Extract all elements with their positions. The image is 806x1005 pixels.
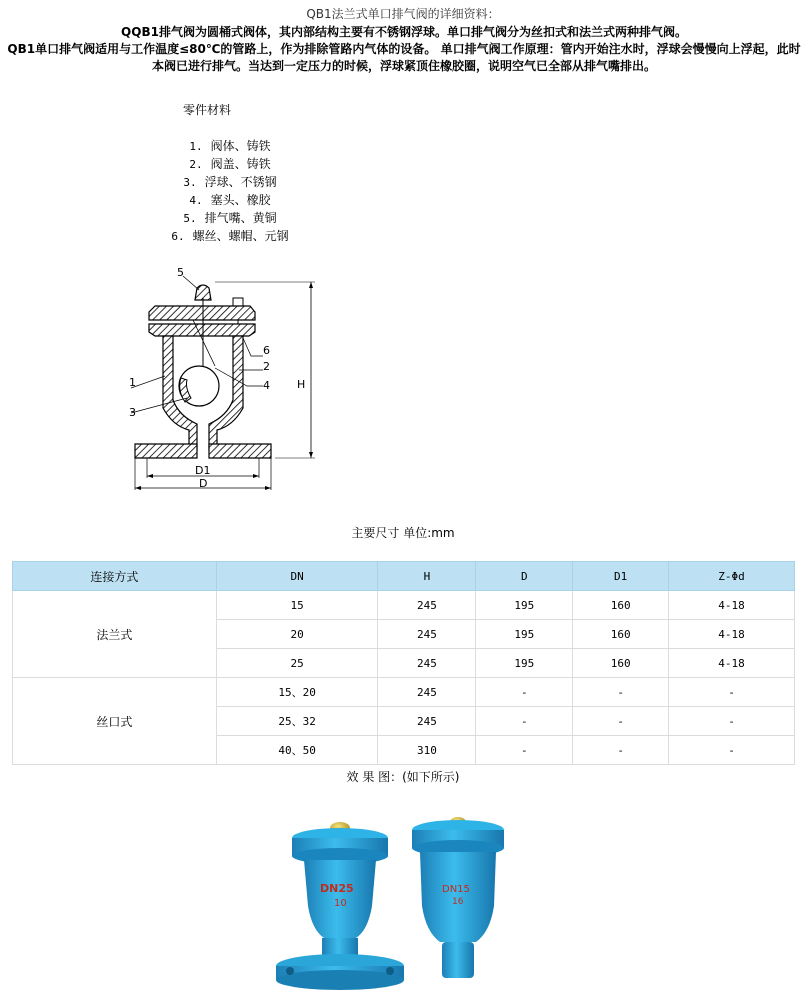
dims-header-row	[13, 562, 795, 591]
left-valve-label-dn: DN25	[320, 882, 354, 895]
intro-paragraph	[6, 24, 802, 75]
table-cell: -	[573, 678, 669, 707]
table-cell: 195	[476, 620, 573, 649]
table-cell: 25、32	[216, 707, 378, 736]
parts-item: 6. 螺丝、螺帽、元钢	[171, 229, 289, 243]
table-cell: -	[573, 707, 669, 736]
table-cell: 160	[573, 649, 669, 678]
table-cell: 15	[216, 591, 378, 620]
kind-cell: 丝口式	[13, 678, 217, 765]
table-cell: 310	[378, 736, 476, 765]
label-h: H	[297, 378, 306, 391]
table-row	[13, 678, 795, 707]
table-cell: -	[669, 707, 795, 736]
effect-title: 效 果 图：(如下所示)	[346, 770, 460, 784]
label-3: 3	[129, 406, 136, 419]
parts-title: 零件材料	[183, 103, 232, 117]
table-cell: -	[476, 736, 573, 765]
kind-cell: 法兰式	[13, 591, 217, 678]
label-d1: D1	[195, 464, 211, 477]
parts-item: 1. 阀体、铸铁	[189, 139, 271, 153]
table-cell: -	[669, 678, 795, 707]
table-cell: 160	[573, 620, 669, 649]
parts-item: 4. 塞头、橡胶	[189, 193, 271, 207]
intro-line-2: QB1单口排气阀适用与工作温度≤80℃的管路上，作为排除管路内气体的设备。 单口排气阀工作原理：管内开始注水时，浮球会慢慢向上浮起，此时	[7, 42, 801, 56]
table-cell: 25	[216, 649, 378, 678]
parts-list	[150, 137, 310, 245]
table-cell: 4-18	[669, 649, 795, 678]
label-5: 5	[177, 266, 184, 279]
table-cell: 20	[216, 620, 378, 649]
valve-product-photo	[268, 806, 538, 996]
table-cell: -	[476, 678, 573, 707]
table-cell: -	[573, 736, 669, 765]
table-cell: 195	[476, 649, 573, 678]
right-valve	[412, 817, 504, 978]
intro-line-3: 本阀已进行排气。当达到一定压力的时候，浮球紧顶住橡胶圈，说明空气已全部从排气嘴排出。	[151, 59, 656, 73]
left-valve	[276, 822, 404, 990]
label-d: D	[199, 477, 208, 490]
table-cell: 245	[378, 707, 476, 736]
table-cell: 195	[476, 591, 573, 620]
table-cell: 245	[378, 649, 476, 678]
left-valve-label-pn: 10	[334, 898, 347, 909]
table-cell: 4-18	[669, 591, 795, 620]
header-cell: DN	[216, 562, 378, 591]
parts-item: 2. 阀盖、铸铁	[189, 157, 271, 171]
header-cell: D1	[573, 562, 669, 591]
label-2: 2	[263, 360, 270, 373]
header-cell: 连接方式	[13, 562, 217, 591]
valve-section-drawing	[115, 258, 330, 498]
table-cell: 245	[378, 678, 476, 707]
label-6: 6	[263, 344, 270, 357]
table-cell: 160	[573, 591, 669, 620]
right-valve-label-pn: 16	[452, 897, 464, 907]
header-cell: H	[378, 562, 476, 591]
parts-item: 5. 排气嘴、黄铜	[183, 211, 277, 225]
table-cell: 40、50	[216, 736, 378, 765]
table-cell: 245	[378, 620, 476, 649]
table-row	[13, 591, 795, 620]
table-cell: 4-18	[669, 620, 795, 649]
dims-title: 主要尺寸 单位:mm	[351, 526, 455, 540]
label-1: 1	[129, 376, 136, 389]
header-cell: D	[476, 562, 573, 591]
table-cell: 15、20	[216, 678, 378, 707]
table-cell: -	[669, 736, 795, 765]
right-valve-label-dn: DN15	[442, 884, 470, 895]
table-cell: -	[476, 707, 573, 736]
label-4: 4	[263, 379, 270, 392]
dims-table	[12, 561, 795, 765]
parts-item: 3. 浮球、不锈钢	[183, 175, 277, 189]
table-cell: 245	[378, 591, 476, 620]
intro-line-1: QQB1排气阀为圆桶式阀体，其内部结构主要有不锈钢浮球。单口排气阀分为丝扣式和法兰式两种排气阀。	[121, 25, 687, 39]
header-cell: Z-Φd	[669, 562, 795, 591]
page-heading: QB1法兰式单口排气阀的详细资料：	[306, 7, 500, 21]
